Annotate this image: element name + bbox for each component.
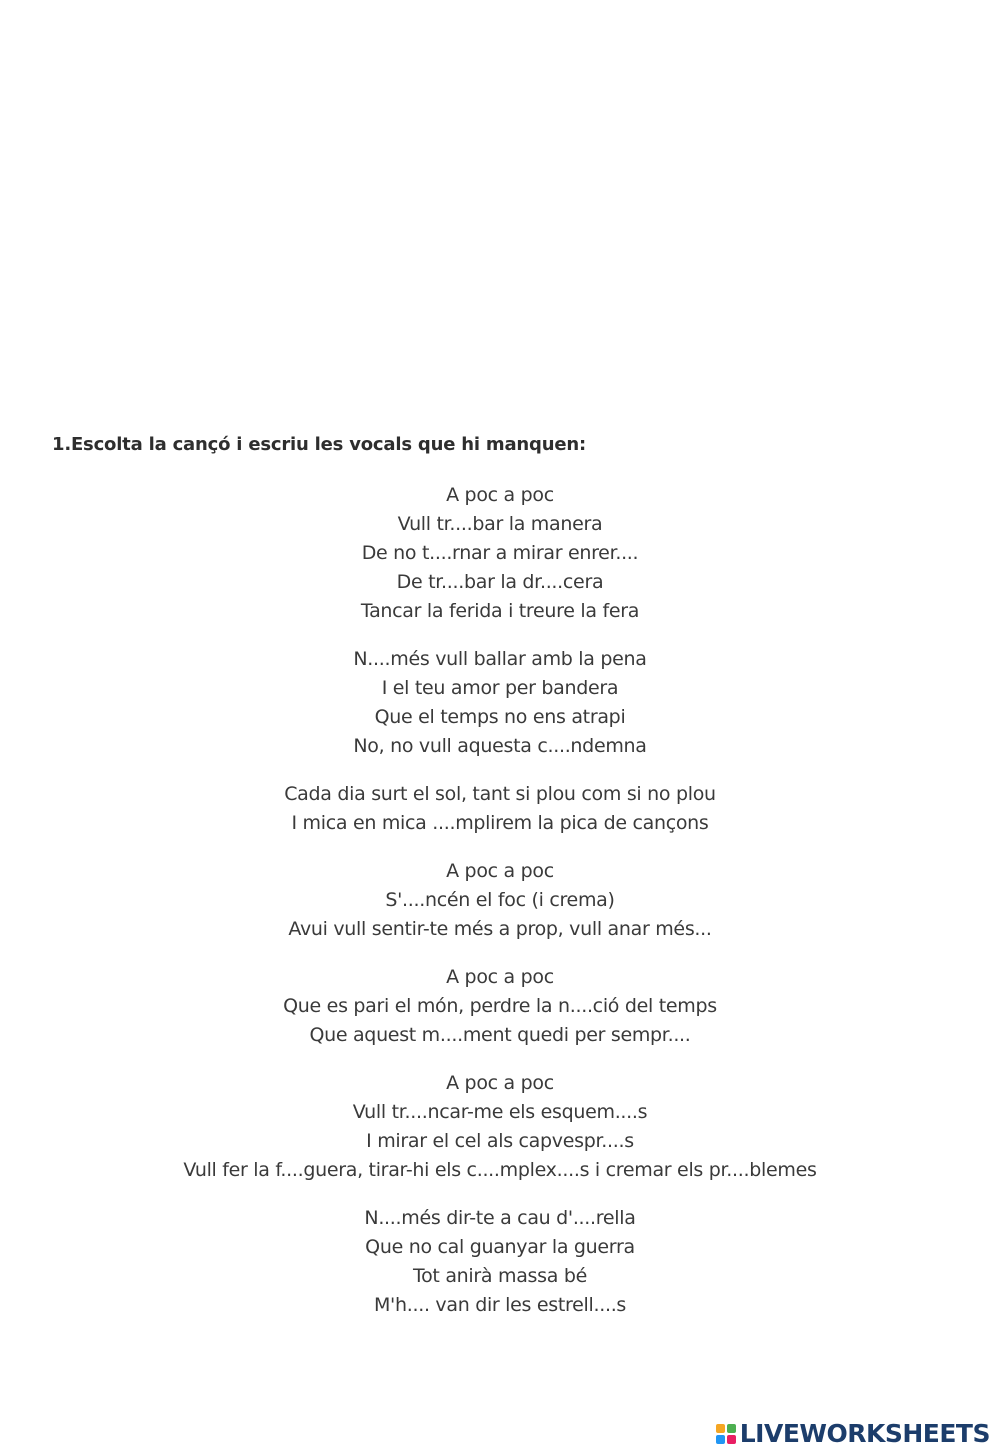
- stanza: [0, 857, 1000, 944]
- lyric-line: N....més vull ballar amb la pena: [353, 648, 647, 670]
- stanza: [0, 1204, 1000, 1320]
- lyric-line: Vull tr....ncar-me els esquem....s: [352, 1101, 648, 1123]
- liveworksheets-watermark: [716, 1419, 990, 1448]
- lyric-line: Avui vull sentir-te més a prop, vull anar més...: [288, 918, 712, 940]
- stanza: [0, 645, 1000, 761]
- stanza: [0, 1069, 1000, 1185]
- lyric-line: Que aquest m....ment quedi per sempr....: [309, 1024, 691, 1046]
- lyric-line: N....més dir-te a cau d'....rella: [364, 1207, 636, 1229]
- liveworksheets-wordmark: LIVEWORKSHEETS: [739, 1419, 990, 1448]
- logo-square: [727, 1424, 736, 1433]
- instruction-heading: 1.Escolta la cançó i escriu les vocals que hi manquen:: [52, 434, 586, 455]
- lyric-line: No, no vull aquesta c....ndemna: [353, 735, 647, 757]
- lyric-line: Tancar la ferida i treure la fera: [360, 600, 640, 622]
- lyric-line: A poc a poc: [446, 484, 554, 506]
- lyric-line: Vull tr....bar la manera: [397, 513, 603, 535]
- lyric-line: A poc a poc: [446, 966, 554, 988]
- lyric-line: Que no cal guanyar la guerra: [365, 1236, 635, 1258]
- lyric-line: I mirar el cel als capvespr....s: [366, 1130, 634, 1152]
- stanza: [0, 963, 1000, 1050]
- liveworksheets-logo-icon: [716, 1424, 736, 1444]
- stanza: [0, 481, 1000, 626]
- lyric-line: S'....ncén el foc (i crema): [385, 889, 615, 911]
- lyric-line: M'h.... van dir les estrell....s: [373, 1294, 627, 1316]
- lyric-line: De no t....rnar a mirar enrer....: [361, 542, 639, 564]
- lyric-line: A poc a poc: [446, 1072, 554, 1094]
- logo-square: [727, 1435, 736, 1444]
- lyric-line: Cada dia surt el sol, tant si plou com si no plou: [284, 783, 716, 805]
- logo-square: [716, 1424, 725, 1433]
- lyric-line: De tr....bar la dr....cera: [396, 571, 604, 593]
- lyric-line: Vull fer la f....guera, tirar-hi els c....mplex....s i cremar els pr....blemes: [183, 1159, 817, 1181]
- lyric-line: A poc a poc: [446, 860, 554, 882]
- lyric-line: Tot anirà massa bé: [413, 1265, 587, 1287]
- lyric-line: I mica en mica ....mplirem la pica de cançons: [291, 812, 709, 834]
- lyric-line: Que es pari el món, perdre la n....ció del temps: [283, 995, 717, 1017]
- lyric-line: Que el temps no ens atrapi: [374, 706, 626, 728]
- lyric-line: I el teu amor per bandera: [381, 677, 619, 699]
- lyrics: [0, 481, 1000, 1339]
- stanza: [0, 780, 1000, 838]
- logo-square: [716, 1435, 725, 1444]
